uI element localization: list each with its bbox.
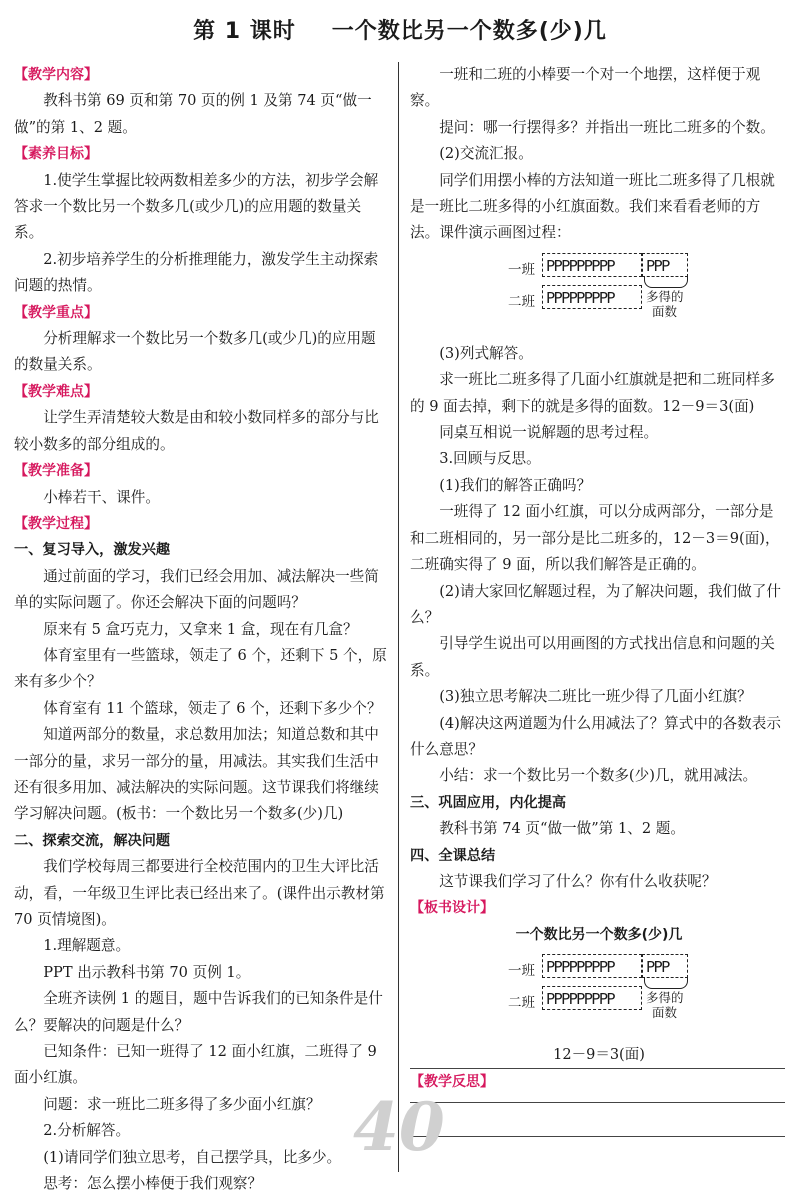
class1-label: 一班 (508, 261, 535, 278)
heading-hard: 【教学难点】 (14, 383, 98, 400)
difference-brace (644, 978, 688, 989)
more-count-label (646, 289, 684, 319)
class1-same-flags: PPPPPPPPP (542, 253, 642, 277)
paragraph: 全班齐读例 1 的题目，题中告诉我们的已知条件是什么？要解决的问题是什么？ (14, 990, 383, 1034)
paragraph: 体育室有 11 个篮球，领走了 6 个，还剩下多少个？ (43, 699, 382, 717)
class1-extra-flags: PPP (642, 253, 688, 277)
heading-goal: 【素养目标】 (14, 146, 98, 163)
paragraph: 教科书第 74 页“做一做”第 1、2 题。 (439, 820, 685, 838)
paragraph: 教科书第 69 页和第 70 页的例 1 及第 74 页“做一做”的第 1、2 题。 (14, 92, 372, 136)
paragraph: 2.初步培养学生的分析推理能力，激发学生主动探索问题的热情。 (14, 250, 379, 295)
lesson-topic: 一个数比另一个数多(少)几 (331, 19, 607, 44)
paragraph: 一班得了 12 面小红旗，可以分成两部分，一部分是和二班相同的，另一部分是比二班多的，12－3＝9(面)，二班确实得了 9 面，所以我们解答是正确的。 (410, 503, 780, 574)
paragraph: 知道两部分的数量，求总数用加法；知道总数和其中一部分的量，求另一部分的量，用减法。其实我们生活中还有很多用加、减法解决的实际问题。这节课我们将继续学习解决问题。(板书：一个数比另一个数多(少)几) (14, 726, 379, 823)
section-heading: 二、探索交流，解决问题 (14, 832, 171, 849)
class1-extra-flags: PPP (642, 954, 688, 978)
paragraph: 通过前面的学习，我们已经会用加、减法解决一些简单的实际问题了。你还会解决下面的问题吗？ (14, 567, 379, 612)
paragraph: (1)请同学们独立思考，自己摆学具，比多少。 (43, 1148, 342, 1166)
paragraph: 让学生弄清楚较大数是由和较小数同样多的部分与比较小数多的部分组成的。 (14, 409, 379, 453)
paragraph: 1.使学生掌握比较两数相差多少的方法，初步学会解答求一个数比另一个数多几(或少几)的应用题的数量关系。 (14, 171, 379, 242)
board-equation: 12－9＝3(面) (553, 1047, 645, 1064)
right-column (410, 62, 788, 1095)
paragraph: 思考：怎么摆小棒便于我们观察？ (43, 1175, 263, 1193)
heading-board-design: 【板书设计】 (410, 900, 494, 917)
heading-key: 【教学重点】 (14, 304, 98, 321)
paragraph: 这节课我们学习了什么？你有什么收获呢？ (439, 872, 717, 890)
paragraph: (3)独立思考解决二班比一班少得了几面小红旗？ (439, 688, 752, 706)
paragraph: 一班和二班的小棒要一个对一个地摆，这样便于观察。 (410, 66, 761, 110)
paragraph: 分析理解求一个数比另一个数多几(或少几)的应用题的数量关系。 (14, 330, 376, 374)
class2-flags: PPPPPPPPP (542, 986, 642, 1010)
paragraph: (4)解决这两道题为什么用减法了？算式中的各数表示什么意思？ (410, 714, 781, 758)
reflection-line (410, 1068, 785, 1069)
paragraph: 小结：求一个数比另一个数多(少)几，就用减法。 (439, 767, 758, 785)
paragraph: 体育室里有一些篮球，领走了 6 个，还剩下 5 个，原来有多少个？ (14, 646, 387, 691)
class2-flags: PPPPPPPPP (542, 285, 642, 309)
paragraph: 同桌互相说一说解题的思考过程。 (439, 424, 659, 442)
heading-reflection: 【教学反思】 (410, 1073, 494, 1090)
class2-label: 二班 (508, 995, 535, 1012)
paragraph: 小棒若干、课件。 (43, 488, 160, 506)
paragraph: 引导学生说出可以用画图的方式找出信息和问题的关系。 (410, 635, 775, 679)
board-title: 一个数比另一个数多(少)几 (515, 926, 683, 943)
more-label-line1: 多得的 (646, 288, 684, 304)
paragraph: (2)请大家回忆解题过程，为了解决问题，我们做了什么？ (410, 582, 781, 626)
lesson-number: 第 1 课时 (193, 19, 296, 44)
page-number: 40 (353, 1088, 445, 1166)
more-label-line1: 多得的 (646, 990, 684, 1006)
heading-process: 【教学过程】 (14, 515, 98, 532)
class1-same-flags: PPPPPPPPP (542, 954, 642, 978)
reflection-line (410, 1136, 785, 1137)
more-count-label (646, 990, 684, 1020)
class1-label: 一班 (508, 963, 535, 980)
paragraph: (2)交流汇报。 (439, 145, 533, 163)
paragraph: 1.理解题意。 (43, 937, 131, 955)
heading-prep: 【教学准备】 (14, 463, 98, 480)
reflection-line (410, 1102, 785, 1103)
flag-comparison-diagram (410, 249, 788, 337)
left-column (14, 62, 388, 1197)
more-label-line2: 面数 (652, 1005, 678, 1021)
paragraph: 提问：哪一行摆得多？并指出一班比二班多的个数。 (439, 118, 775, 136)
paragraph: 原来有 5 盒巧克力，又拿来 1 盒，现在有几盒？ (43, 620, 358, 638)
paragraph: 已知条件：已知一班得了 12 面小红旗，二班得了 9 面小红旗。 (14, 1043, 377, 1087)
paragraph: 我们学校每周三都要进行全校范围内的卫生大评比活动，看，一年级卫生评比表已经出来了。(课件出示教材第 70 页情境图)。 (14, 858, 385, 928)
column-divider (398, 62, 399, 1172)
class2-label: 二班 (508, 293, 535, 310)
paragraph: (3)列式解答。 (439, 344, 533, 362)
difference-brace (644, 277, 688, 288)
paragraph: 问题：求一班比二班多得了多少面小红旗？ (43, 1095, 321, 1113)
paragraph: 3.回顾与反思。 (439, 450, 541, 468)
page-title (0, 14, 800, 45)
section-heading: 三、巩固应用，内化提高 (410, 794, 567, 811)
section-heading: 四、全课总结 (410, 847, 496, 864)
heading-content: 【教学内容】 (14, 67, 98, 83)
paragraph: 同学们用摆小棒的方法知道一班比二班多得了几根就是一班比二班多得的小红旗面数。我们来看看老师的方法。课件演示画图过程： (410, 171, 775, 242)
paragraph: 求一班比二班多得了几面小红旗就是把和二班同样多的 9 面去掉，剩下的就是多得的面数。12－9＝3(面) (410, 371, 775, 415)
paragraph: 2.分析解答。 (43, 1122, 131, 1140)
more-label-line2: 面数 (652, 303, 678, 319)
section-heading: 一、复习导入，激发兴趣 (14, 542, 171, 559)
paragraph: PPT 出示教科书第 70 页例 1。 (43, 963, 251, 981)
paragraph: (1)我们的解答正确吗？ (439, 476, 592, 494)
board-flag-diagram (410, 950, 788, 1038)
